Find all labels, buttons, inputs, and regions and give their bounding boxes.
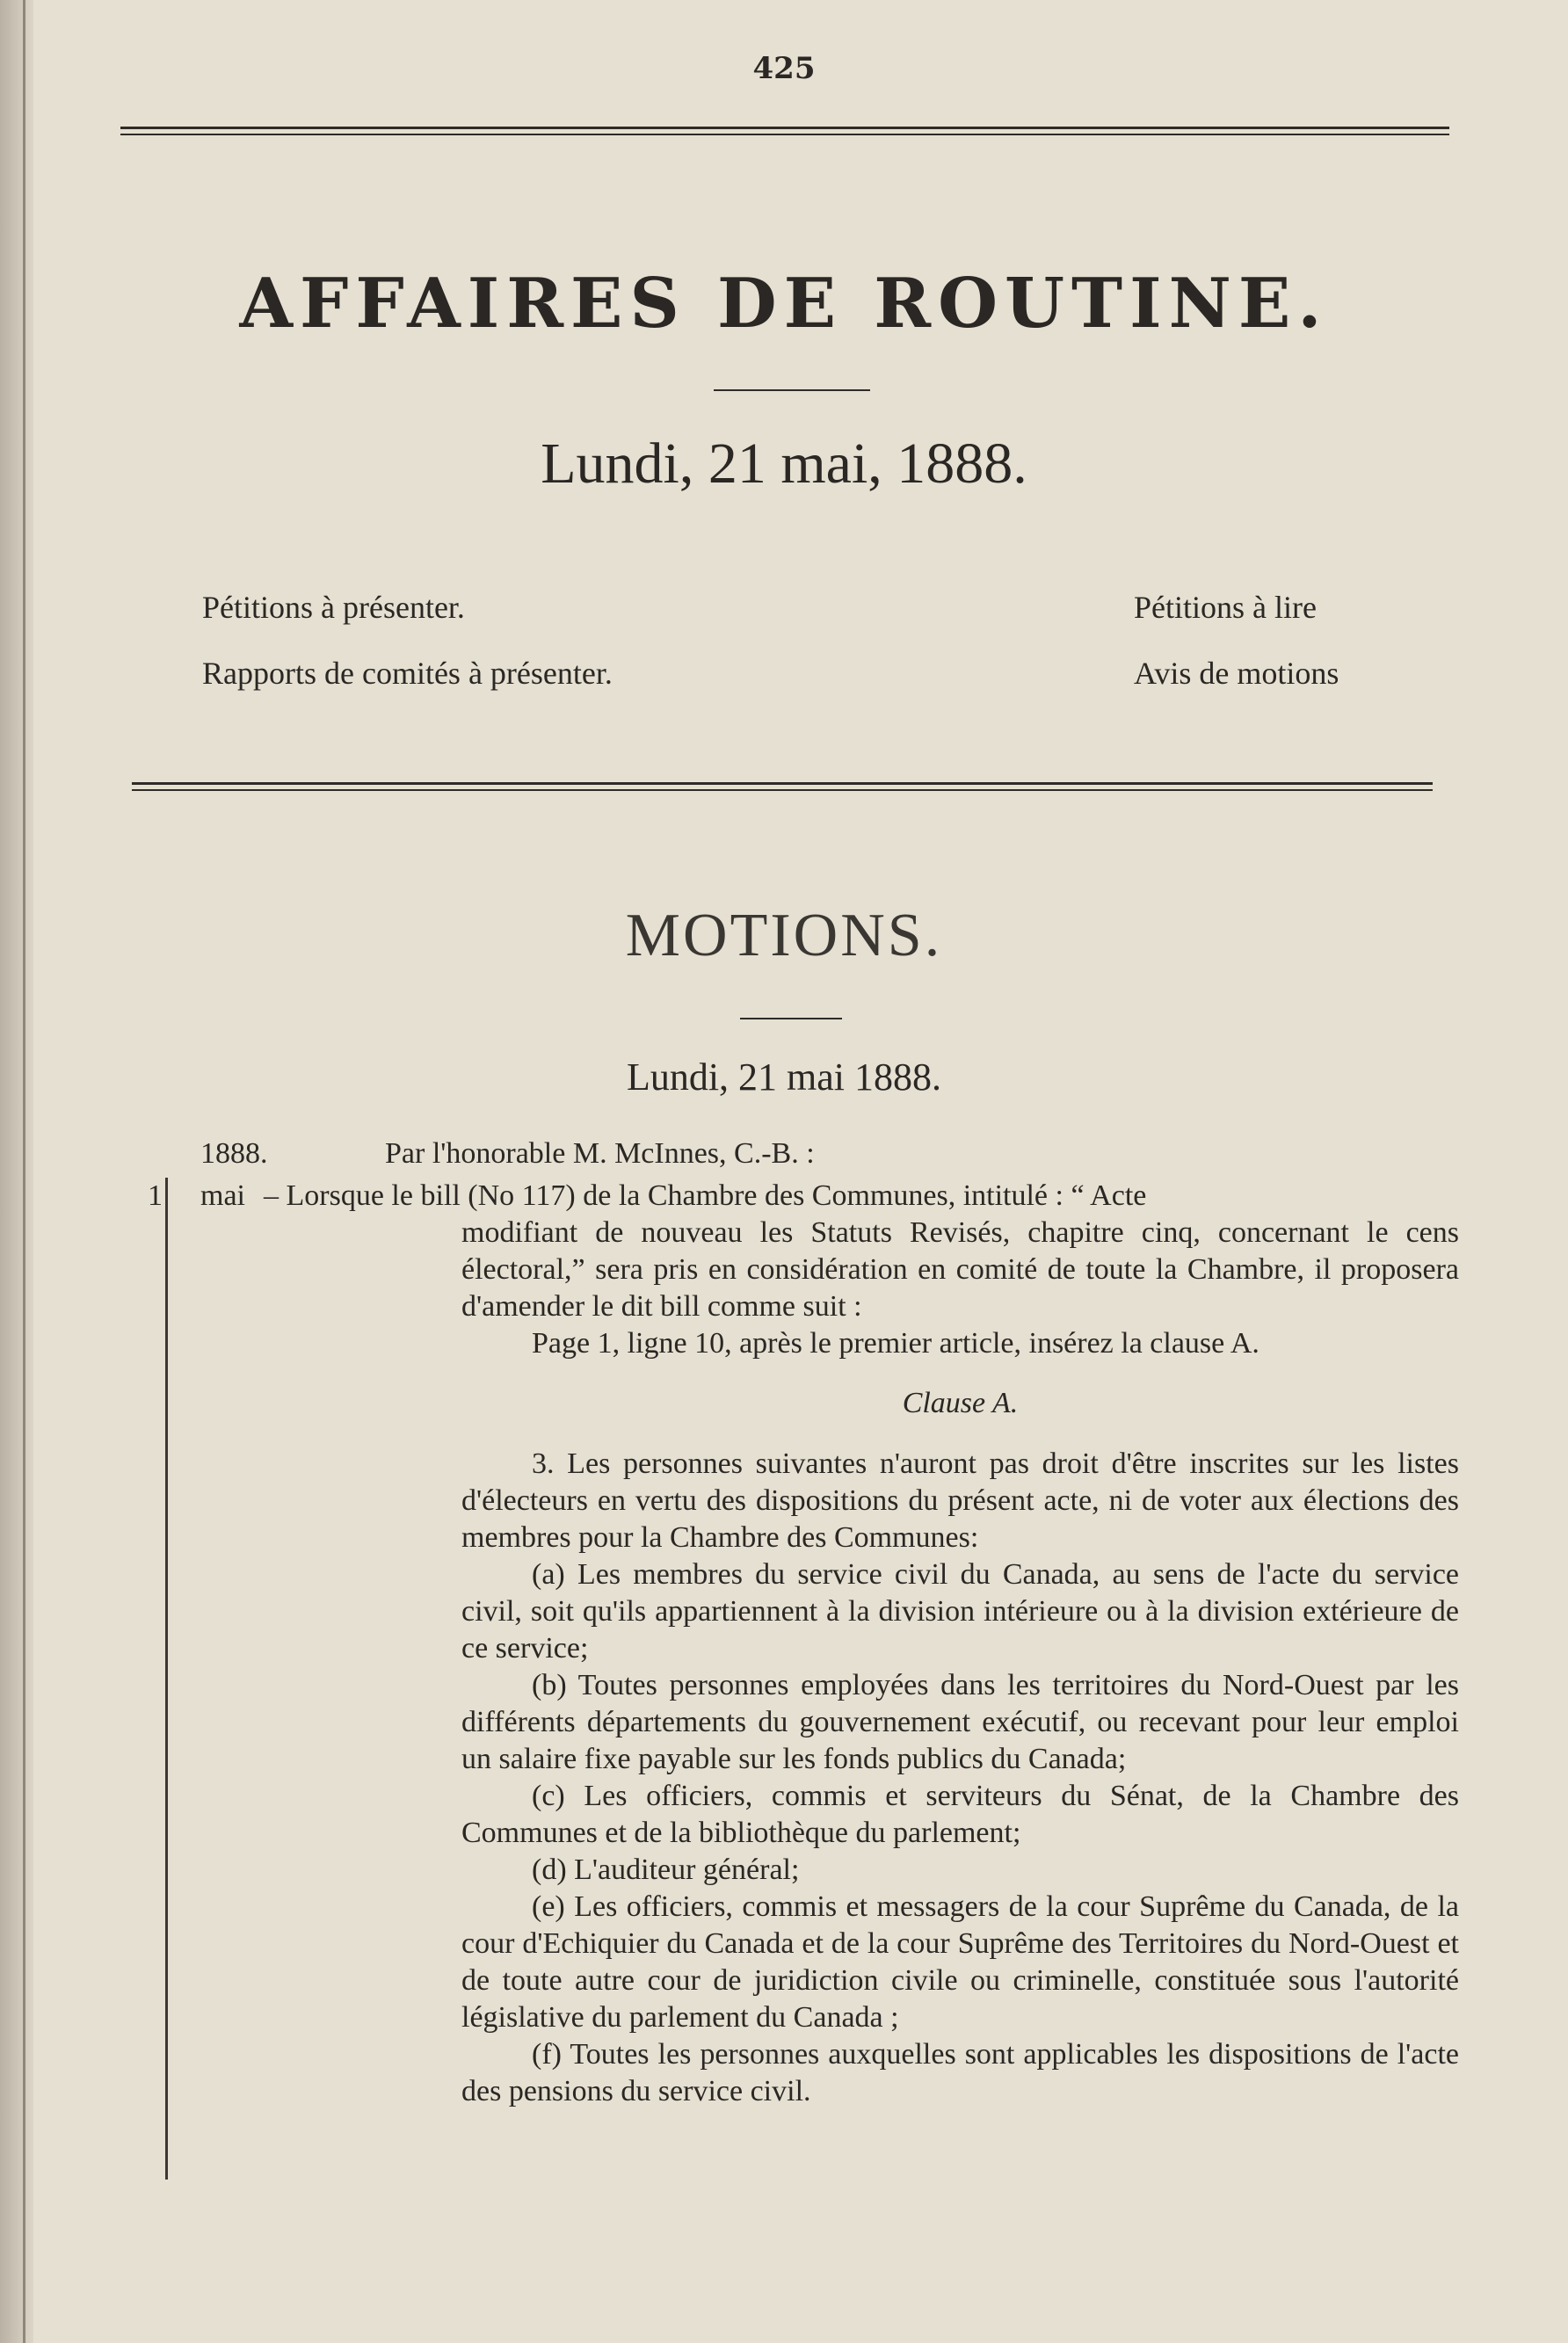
- clause-item-b: (b) Toutes personnes employées dans les territoires du Nord-Ouest par les différents départements du gouvernement exécutif, ou recevant pour leur emploi un salaire fixe payable sur les fonds publics du Canada;: [461, 1669, 1459, 1775]
- motion-text-continued: modifiant de nouveau les Statuts Revisés, chapitre cinq, concernant le cens électoral,” sera pris en considération en comité de toute la Chambre, il proposera d'amender le dit bill comme suit :: [461, 1216, 1459, 1323]
- routine-right-item-1: Pétitions à lire: [1134, 590, 1317, 625]
- margin-bar: [165, 1178, 168, 2180]
- clause-heading: Clause A.: [902, 1387, 1019, 1419]
- motions-date: Lundi, 21 mai 1888.: [626, 1055, 942, 1099]
- routine-left-item-2: Rapports de comités à présenter.: [202, 656, 613, 691]
- top-double-rule: [120, 127, 1449, 135]
- page-binding-line: [23, 0, 25, 2343]
- short-divider-1: [714, 389, 870, 391]
- clause-item-f: (f) Toutes les personnes auxquelles sont applicables les dispositions de l'acte des pensions du service civil.: [461, 2038, 1459, 2107]
- page-binding-edge: [0, 0, 33, 2343]
- routine-left-item-1: Pétitions à présenter.: [202, 590, 465, 625]
- clause-item-d: (d) L'auditeur général;: [532, 1853, 800, 1886]
- clause-item-a: (a) Les membres du service civil du Canada, au sens de l'acte du service civil, soit qu'ils appartiennent à la division intérieure ou à la division extérieure de ce service;: [461, 1558, 1459, 1665]
- clause-intro: 3. Les personnes suivantes n'auront pas droit d'être inscrites sur les listes d'électeurs en vertu des dispositions du présent acte, ni de voter aux élections des membres pour la Chambre des Communes:: [461, 1447, 1459, 1554]
- clause-item-c: (c) Les officiers, commis et serviteurs du Sénat, de la Chambre des Communes et de la bibliothèque du parlement;: [461, 1780, 1459, 1849]
- motion-year: 1888.: [200, 1137, 268, 1170]
- motions-title: MOTIONS.: [625, 902, 943, 969]
- motion-month: mai: [200, 1179, 245, 1212]
- page-number: 425: [752, 51, 816, 86]
- routine-date: Lundi, 21 mai, 1888.: [541, 432, 1027, 496]
- clause-item-e: (e) Les officiers, commis et messagers de la cour Suprême du Canada, de la cour d'Echiquier du Canada et de la cour Suprême des Territoires du Nord-Ouest et de toute autre cour de juridiction civile ou criminelle, constituée sous l'autorité législative du parlement du Canada ;: [461, 1890, 1459, 2034]
- routine-right-item-2: Avis de motions: [1134, 656, 1339, 691]
- main-heading: AFFAIRES DE ROUTINE.: [239, 264, 1329, 344]
- motion-text-first-line: – Lorsque le bill (No 117) de la Chambre des Communes, intitulé : “ Acte: [264, 1179, 1147, 1212]
- middle-double-rule: [132, 782, 1433, 791]
- clause-text: [461, 1446, 1459, 2110]
- motion-day-number: 1: [148, 1179, 163, 1212]
- motion-page-instruction: Page 1, ligne 10, après le premier article, insérez la clause A.: [532, 1327, 1259, 1360]
- short-divider-2: [740, 1018, 842, 1019]
- motion-mover: Par l'honorable M. McInnes, C.-B. :: [385, 1137, 815, 1170]
